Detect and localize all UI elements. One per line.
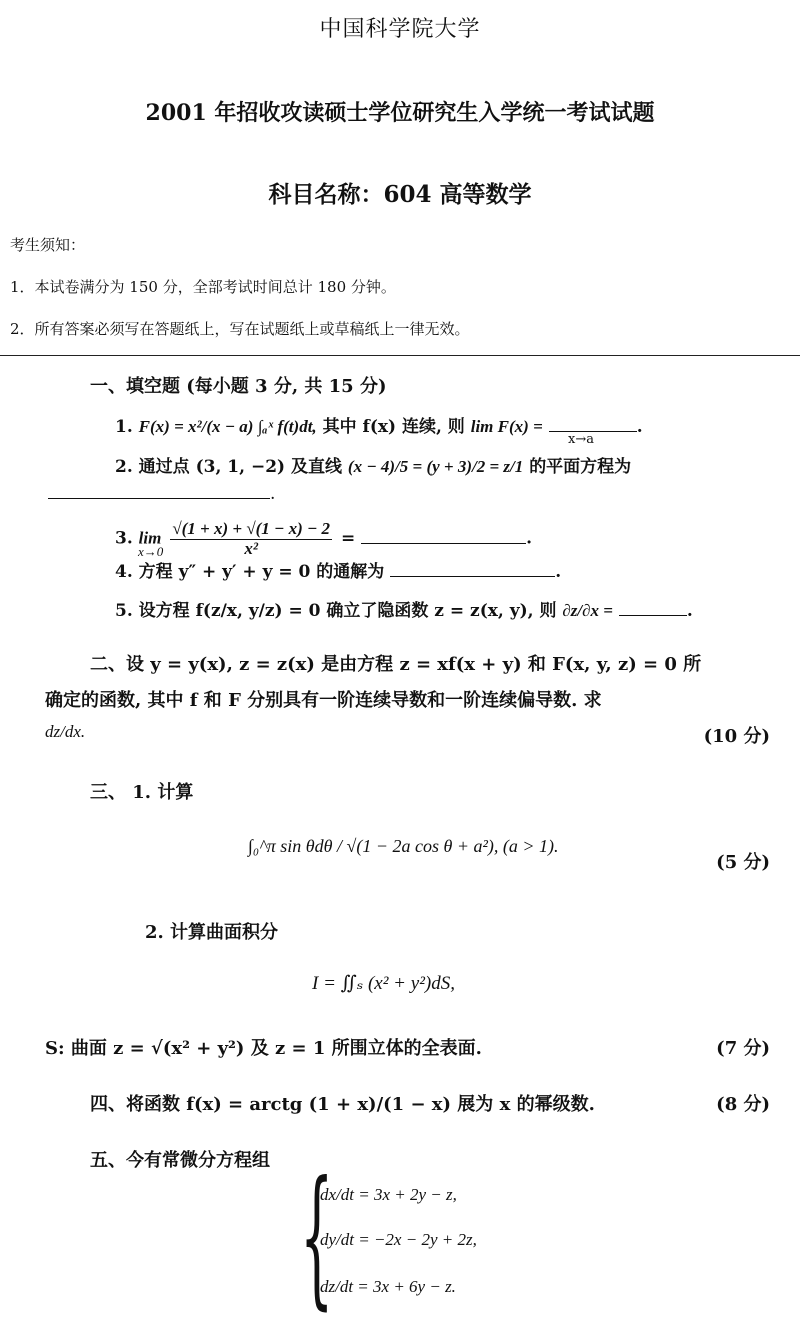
q5-answer-blank[interactable]	[619, 614, 687, 616]
q2: 2. 通过点 (3, 1, −2) 及直线 (x − 4)/5 = (y + 3)/2 = z/1 的平面方程为	[115, 457, 632, 477]
subject-title: 科目名称：604 高等数学	[268, 181, 532, 208]
section2-points: (10 分)	[703, 726, 770, 747]
q2-answer-blank[interactable]	[48, 498, 270, 499]
section4-points: (8 分)	[716, 1094, 770, 1115]
section3-points1: (5 分)	[716, 852, 770, 873]
section2-line2: 确定的函数, 其中 f 和 F 分别具有一阶连续导数和一阶连续偏导数. 求	[45, 690, 602, 711]
q5: 5. 设方程 f(z/x, y/z) = 0 确立了隐函数 z = z(x, y), 则 ∂z/∂x = .	[115, 601, 693, 621]
q3: 3. lim $\frac{√(1 + x) + √(1 - x) - 2}{\text{x²}}$ = .	[115, 519, 533, 558]
exam-title: 2001 年招收攻读硕士学位研究生入学统一考试试题	[145, 100, 655, 126]
q4-answer-blank[interactable]	[390, 575, 555, 577]
q1: 1. F(x) = x²/(x − a) ∫ₐˣ f(t)dt, 其中 f(x) 连续, 则 lim F(x) = .	[115, 417, 643, 437]
section3-integral: ∫₀^π sin θdθ / √(1 − 2a cos θ + a²), (a > 1).	[248, 836, 559, 856]
ode-1: dx/dt = 3x + 2y − z,	[320, 1185, 457, 1204]
ode-3: dz/dt = 3x + 6y − z.	[320, 1277, 456, 1296]
section3-sub2: 2. 计算曲面积分	[145, 922, 279, 943]
section3-points2: (7 分)	[716, 1038, 770, 1059]
q4: 4. 方程 y″ + y′ + y = 0 的通解为 .	[115, 562, 562, 582]
section2-deriv: dz/dx.	[45, 722, 86, 741]
ode-2: dy/dt = −2x − 2y + 2z,	[320, 1230, 477, 1249]
note-item-1: 1．本试卷满分为 150 分，全部考试时间总计 180 分钟。	[10, 278, 396, 296]
section2-line1: 二、设 y = y(x), z = z(x) 是由方程 z = xf(x + y) 和 F(x, y, z) = 0 所	[90, 654, 702, 675]
section5-title: 五、今有常微分方程组	[90, 1150, 270, 1171]
note-item-2: 2．所有答案必须写在答题纸上，写在试题纸上或草稿纸上一律无效。	[10, 320, 470, 338]
system-brace: {	[300, 1150, 334, 1324]
section3-title: 三、 1. 计算	[90, 782, 194, 803]
q3-answer-blank[interactable]	[361, 542, 526, 544]
notes-label: 考生须知：	[10, 236, 86, 254]
section3-surface: I = ∬ₛ (x² + y²)dS,	[312, 973, 455, 994]
q3-limit-sub: x→0	[138, 544, 164, 559]
section3-s-desc: S: 曲面 z = √(x² + y²) 及 z = 1 所围立体的全表面.	[45, 1038, 482, 1059]
q2-period: .	[270, 484, 276, 504]
q1-limit-sub: x→a	[568, 432, 594, 447]
divider	[0, 355, 800, 356]
school-name: 中国科学院大学	[319, 17, 481, 42]
section4-text: 四、将函数 f(x) = arctg (1 + x)/(1 − x) 展为 x 的幂级数.	[90, 1094, 595, 1115]
section1-title: 一、填空题 (每小题 3 分, 共 15 分)	[90, 376, 387, 397]
